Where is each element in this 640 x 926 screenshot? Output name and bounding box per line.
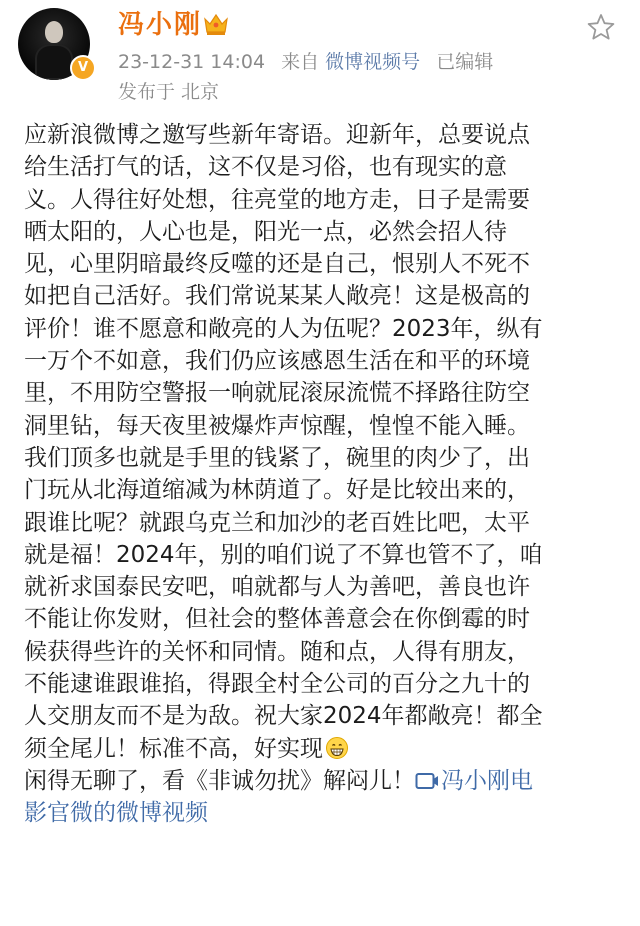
star-icon[interactable] <box>586 12 616 42</box>
grin-emoji-icon <box>325 736 349 760</box>
post-text-line: 跟谁比呢？就跟乌克兰和加沙的老百姓比吧，太平 <box>24 509 530 536</box>
post-location: 发布于 北京 <box>118 81 220 103</box>
post-text-line-link <box>24 765 624 797</box>
post-body <box>24 119 624 830</box>
post-text-line: 就祈求国泰民安吧，咱就都与人为善吧，善良也许 <box>24 574 530 601</box>
video-link-text[interactable]: 冯小刚电 <box>441 767 533 794</box>
crown-icon <box>202 10 230 38</box>
post-text-line: 见，心里阴暗最终反噬的还是自己，恨别人不死不 <box>24 251 530 278</box>
post-text-line: 应新浪微博之邀写些新年寄语。迎新年，总要说点 <box>24 122 530 148</box>
post-text-line: 我们顶多也就是手里的钱紧了，碗里的肉少了，出 <box>24 444 530 471</box>
post-text: 须全尾儿！标准不高，好实现 <box>24 735 323 762</box>
post-text-line: 里，不用防空警报一响就屁滚尿流慌不择路往防空 <box>24 380 530 407</box>
avatar-head <box>45 21 63 43</box>
post-meta <box>118 48 493 76</box>
source-prefix: 来自 <box>281 51 320 73</box>
video-link[interactable] <box>415 768 533 794</box>
post-header <box>0 0 640 120</box>
post-text-line: 就是福！2024年，别的咱们说了不算也管不了，咱 <box>24 541 543 568</box>
post-text-line: 如把自己活好。我们常说某某人敞亮！这是极高的 <box>24 283 530 310</box>
verified-badge-icon: V <box>70 55 96 81</box>
post-text-line: 不能逮谁跟谁掐，得跟全村全公司的百分之九十的 <box>24 671 530 698</box>
post-text-line: 评价！谁不愿意和敞亮的人为伍呢？2023年，纵有 <box>24 315 543 342</box>
post-text-line-link-cont <box>24 797 624 829</box>
post-timestamp: 23-12-31 14:04 <box>118 51 266 73</box>
post-text-line: 义。人得往好处想，往亮堂的地方走，日子是需要 <box>24 186 530 213</box>
video-link-icon <box>415 771 439 791</box>
post-text-line: 给生活打气的话，这不仅是习俗，也有现实的意 <box>24 154 507 181</box>
post-text-line: 候获得些许的关怀和同情。随和点，人得有朋友， <box>24 638 530 665</box>
post-text: 闲得无聊了，看《非诚勿扰》解闷儿！ <box>24 767 415 794</box>
post-text-line: 不能让你发财，但社会的整体善意会在你倒霉的时 <box>24 606 530 633</box>
post-text-line-emoji <box>24 733 624 765</box>
post-text-line: 人交朋友而不是为敌。祝大家2024年都敞亮！都全 <box>24 703 543 730</box>
post-text-line: 一万个不如意，我们仍应该感恩生活在和平的环境 <box>24 348 530 375</box>
avatar-body <box>35 44 73 80</box>
post-text-line: 洞里钻，每天夜里被爆炸声惊醒，惶惶不能入睡。 <box>24 412 530 439</box>
source-link[interactable]: 微博视频号 <box>325 51 421 73</box>
author-name[interactable]: 冯小刚 <box>118 10 203 40</box>
post-text-line: 晒太阳的，人心也是，阳光一点，必然会招人待 <box>24 218 507 245</box>
video-link-text-cont[interactable]: 影官微的微博视频 <box>24 800 208 827</box>
post-text-line: 门玩从北海道缩减为林荫道了。好是比较出来的， <box>24 477 530 504</box>
edited-label: 已编辑 <box>436 51 494 73</box>
